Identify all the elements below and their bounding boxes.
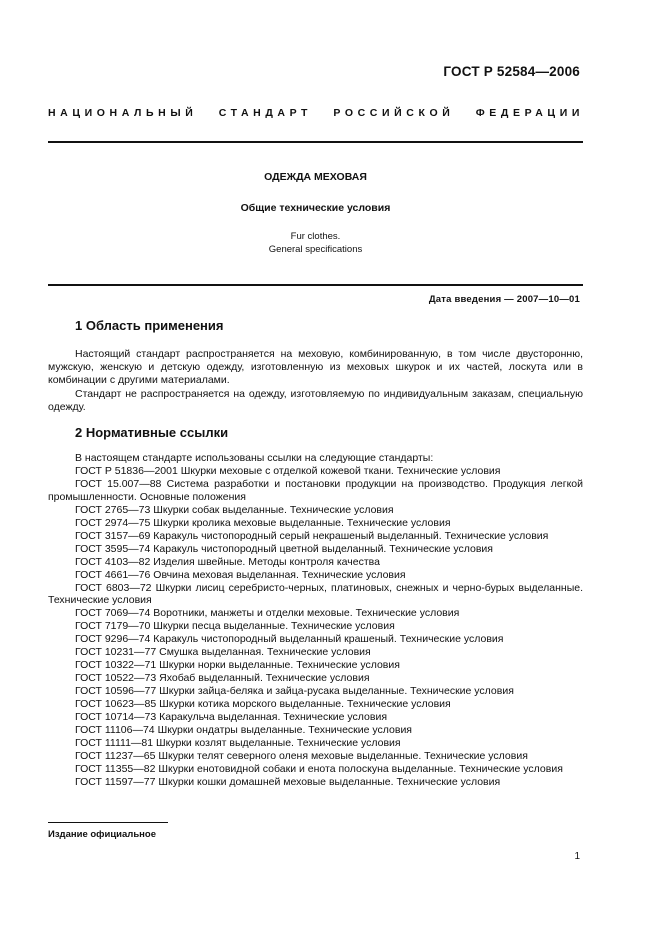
reference-title: Шкурки лисиц серебристо-черных, платиновых, снежных и черно-бурых выделанные. Технические условия [48, 581, 584, 607]
reference-item [48, 776, 583, 789]
reference-item [48, 569, 583, 582]
reference-item [48, 685, 583, 698]
reference-code: ГОСТ 15.007—88 [75, 477, 162, 490]
reference-title: Каракуль чистопородный цветной выделанный. Технические условия [153, 542, 493, 555]
reference-title: Воротники, манжеты и отделки меховые. Технические условия [153, 607, 460, 620]
section-2-heading: 2 Нормативные ссылки [75, 425, 229, 440]
reference-title: Шкурки норки выделанные. Технические условия [159, 659, 400, 672]
reference-item [48, 659, 583, 672]
reference-title: Шкурки котика морского выделанные. Технические условия [159, 698, 451, 711]
document-subtitle: Общие технические условия [240, 202, 391, 214]
reference-title: Система разработки и постановки продукции на производство. Продукция легкой промышленности. Основные положения [48, 477, 583, 503]
reference-code: ГОСТ 10623—85 [75, 698, 157, 711]
document-title: ОДЕЖДА МЕХОВАЯ [264, 171, 367, 183]
reference-item [48, 465, 583, 478]
section-1-paragraph-1 [48, 348, 583, 386]
footer-rule [48, 822, 168, 823]
standard-code: ГОСТ Р 52584—2006 [443, 64, 580, 79]
reference-code: ГОСТ 7069—74 [75, 607, 151, 620]
reference-code: ГОСТ 11106—74 [75, 724, 155, 737]
reference-title: Шкурки собак выделанные. Технические условия [153, 503, 394, 516]
reference-title: Каракуль чистопородный серый некрашеный выделанный. Технические условия [153, 529, 549, 542]
top-rule [48, 141, 583, 143]
reference-code: ГОСТ 11237—65 [75, 749, 156, 762]
reference-item [48, 711, 583, 724]
reference-item [48, 633, 583, 646]
reference-title: Шкурки меховые с отделкой кожевой ткани. Технические условия [180, 464, 501, 477]
reference-title: Смушка выделанная. Технические условия [159, 646, 371, 659]
reference-item [48, 582, 583, 608]
reference-code: ГОСТ 2974—75 [75, 516, 151, 529]
title-bottom-rule [48, 284, 583, 286]
reference-item [48, 620, 583, 633]
reference-code: ГОСТ 4661—76 [75, 568, 151, 581]
section-1-paragraph-2 [48, 388, 583, 414]
reference-item [48, 556, 583, 569]
introduction-date: Дата введения — 2007—10—01 [428, 294, 580, 305]
reference-code: ГОСТ 10714—73 [75, 711, 157, 724]
reference-item [48, 517, 583, 530]
reference-code: ГОСТ 11111—81 [75, 736, 154, 749]
reference-item [48, 672, 583, 685]
reference-code: ГОСТ 7179—70 [75, 620, 151, 633]
reference-item [48, 698, 583, 711]
reference-item [48, 530, 583, 543]
reference-item [48, 607, 583, 620]
section-1-heading: 1 Область применения [75, 318, 224, 333]
reference-title: Шкурки зайца-беляка и зайца-русака выделанные. Технические условия [159, 685, 514, 698]
reference-title: Шкурки кошки домашней меховые выделанные. Технические условия [158, 775, 501, 788]
reference-code: ГОСТ 2765—73 [75, 503, 151, 516]
english-title-line2: General specifications [268, 244, 363, 255]
english-title-line1: Fur clothes. [290, 231, 341, 242]
reference-code: ГОСТ 6803—72 [75, 581, 152, 594]
reference-code: ГОСТ 10596—77 [75, 685, 157, 698]
reference-code: ГОСТ 10522—73 [75, 672, 157, 685]
reference-item [48, 763, 583, 776]
reference-item [48, 504, 583, 517]
reference-code: ГОСТ 10231—77 [75, 646, 157, 659]
reference-title: Шкурки енотовидной собаки и енота полоскуна выделанные. Технические условия [158, 762, 563, 775]
reference-item [48, 543, 583, 556]
edition-label: Издание официальное [48, 829, 156, 840]
english-title [48, 230, 583, 256]
reference-item [48, 737, 583, 750]
reference-code: ГОСТ 3595—74 [75, 542, 151, 555]
reference-title: Каракуль чистопородный выделанный крашеный. Технические условия [153, 633, 504, 646]
reference-title: Шкурки кролика меховые выделанные. Технические условия [153, 516, 451, 529]
reference-title: Шкурки ондатры выделанные. Технические условия [157, 724, 412, 737]
national-standard-heading: НАЦИОНАЛЬНЫЙ СТАНДАРТ РОССИЙСКОЙ ФЕДЕРАЦИИ [48, 107, 584, 119]
reference-item [48, 646, 583, 659]
references-items [48, 465, 583, 789]
reference-code: ГОСТ 3157—69 [75, 529, 151, 542]
section-1-paragraph-2-text: Стандарт не распространяется на одежду, изготовляемую по индивидуальным заказам, специальную одежду. [48, 388, 583, 413]
section-1-paragraph-1-text: Настоящий стандарт распространяется на меховую, комбинированную, в том числе двусторонню, мужскую, женскую и детскую одежду, изготовленную из меховых шкурок и их частей, лоскута или в комбинации с другими материалами. [48, 348, 583, 386]
references-intro: В настоящем стандарте использованы ссылки на следующие стандарты: [75, 452, 434, 464]
reference-code: ГОСТ 4103—82 [75, 555, 151, 568]
page-number: 1 [574, 851, 580, 862]
reference-title: Овчина меховая выделанная. Технические условия [153, 568, 406, 581]
reference-code: ГОСТ 11597—77 [75, 775, 156, 788]
reference-code: ГОСТ 9296—74 [75, 633, 151, 646]
reference-code: ГОСТ 11355—82 [75, 762, 156, 775]
reference-title: Шкурки песца выделанные. Технические условия [153, 620, 395, 633]
reference-item [48, 750, 583, 763]
reference-title: Шкурки козлят выделанные. Технические условия [156, 736, 401, 749]
reference-title: Изделия швейные. Методы контроля качества [153, 555, 380, 568]
reference-code: ГОСТ Р 51836—2001 [75, 464, 178, 477]
reference-item [48, 724, 583, 737]
reference-item [48, 478, 583, 504]
references-list [48, 452, 583, 789]
reference-title: Шкурки телят северного оленя меховые выделанные. Технические условия [158, 749, 528, 762]
reference-title: Яхобаб выделанный. Технические условия [159, 672, 370, 685]
reference-title: Каракульча выделанная. Технические условия [159, 711, 388, 724]
reference-code: ГОСТ 10322—71 [75, 659, 157, 672]
